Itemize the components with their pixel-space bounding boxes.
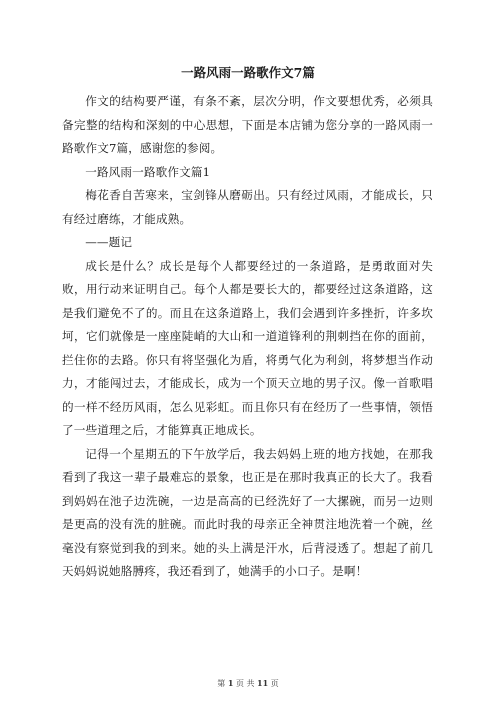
- document-body: [62, 90, 433, 584]
- page-footer: [0, 677, 496, 690]
- body-paragraph: 成长是什么？成长是每个人都要经过的一条道路，是勇敢面对失败，用行动来证明自己。每个人都是要长大的，都要经过这条道路，这是我们避免不了的。而且在这条道路上，我们会遇到许多挫折，许多坎坷，它们就像是一座座陡峭的大山和一道道锋利的荆刺挡在你的面前，拦住你的去路。你只有将坚强化为盾，将勇气化为利剑，将梦想当作动力，才能闯过去，才能成长，成为一个顶天立地的男子汉。像一首歌唱的一样不经历风雨，怎么见彩虹。而且你只有在经历了一些事情，领悟了一些道理之后，才能算真正地成长。: [62, 258, 433, 437]
- footer-page-number: 1: [227, 678, 234, 688]
- footer-suffix: 页: [270, 679, 279, 688]
- footer-prefix: 第: [217, 679, 226, 688]
- footer-middle: 页 共: [235, 679, 255, 688]
- document-title: 一路风雨一路歌作文7篇: [181, 65, 315, 80]
- epigraph-paragraph: 梅花香自苦寒来，宝剑锋从磨砺出。只有经过风雨，才能成长，只有经过磨练，才能成熟。: [62, 188, 433, 226]
- footer-total-pages: 11: [257, 678, 269, 688]
- body-paragraph: 记得一个星期五的下午放学后，我去妈妈上班的地方找她，在那我看到了我这一辈子最难忘的景象，也正是在那时我真正的长大了。我看到妈妈在池子边洗碗，一边是高高的已经洗好了一大摞碗，而另一边则是更高的没有洗的脏碗。而此时我的母亲正全神贯注地洗着一个碗，丝毫没有察觉到我的到来。她的头上满是汗水，后背浸透了。想起了前几天妈妈说她胳膊疼，我还看到了，她满手的小口子。是啊！: [62, 446, 433, 578]
- intro-paragraph: 作文的结构要严谨，有条不紊，层次分明，作文要想优秀，必须具备完整的结构和深刻的中心思想，下面是本店铺为您分享的一路风雨一路歌作文7篇，感谢您的参阅。: [62, 94, 433, 155]
- epigraph-attribution: ——题记: [85, 235, 133, 249]
- section-heading: 一路风雨一路歌作文篇1: [85, 164, 211, 179]
